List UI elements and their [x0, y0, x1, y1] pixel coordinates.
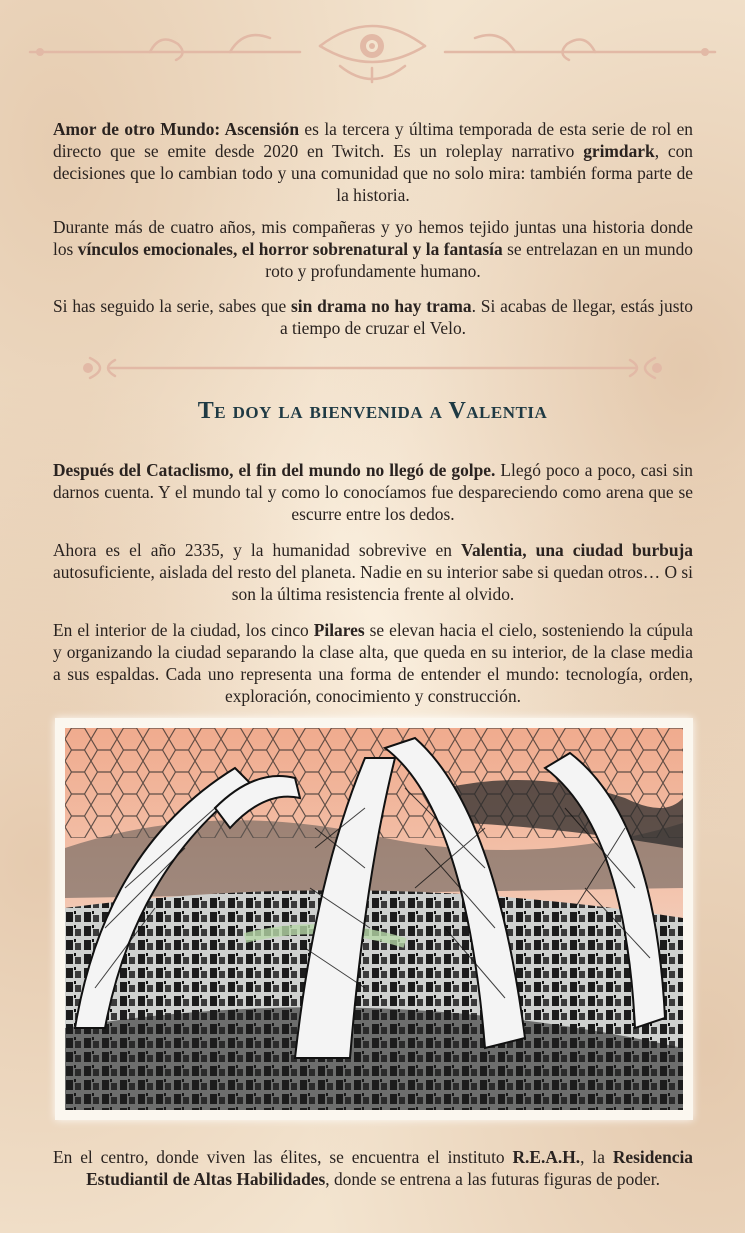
bold-text-run: R.E.A.H.	[512, 1147, 581, 1167]
top-ornament	[0, 6, 745, 86]
text-run: Durante más de cuatro años, mis compañeras y yo hemos tejido juntas una historia donde los	[53, 217, 693, 259]
intro-paragraph-3	[53, 295, 693, 339]
city-illustration	[55, 718, 693, 1120]
bold-text-run: sin drama no hay trama	[291, 296, 472, 316]
bold-text-run: Después del Cataclismo, el fin del mundo no llegó de golpe.	[53, 460, 496, 480]
intro-paragraph-2	[53, 216, 693, 282]
text-run: Llegó poco a poco, casi sin darnos cuenta. Y el mundo tal y como lo conocíamos fue despareciendo como arena que se escurre entre los dedos.	[53, 460, 693, 524]
divider-ornament	[0, 348, 745, 388]
bold-text-run: Valentia, una ciudad burbuja	[461, 540, 693, 560]
intro-paragraph-1	[53, 118, 693, 206]
bold-text-run: grimdark	[583, 141, 655, 161]
section-paragraph-4	[53, 1146, 693, 1190]
text-run: es la tercera y última temporada de esta serie de rol en directo que se emite desde 2020 en Twitch. Es un roleplay narrativo	[53, 119, 693, 161]
text-run: , donde se entrena a las futuras figuras de poder.	[325, 1169, 660, 1189]
text-run: Si has seguido la serie, sabes que	[53, 296, 291, 316]
text-run: autosuficiente, aislada del resto del planeta. Nadie en su interior sabe si quedan otros… O si son la última resistencia frente al olvido.	[53, 562, 693, 604]
text-run: . Si acabas de llegar, estás justo a tiempo de cruzar el Velo.	[279, 296, 693, 338]
section-paragraph-2	[53, 539, 693, 605]
text-run: , la	[580, 1147, 613, 1167]
text-run: se entrelazan en un mundo roto y profundamente humano.	[265, 239, 693, 281]
bold-text-run: Residencia Estudiantil de Altas Habilidades	[86, 1147, 693, 1189]
section-paragraph-1	[53, 459, 693, 525]
text-run: , con decisiones que lo cambian todo y una comunidad que no solo mira: también forma parte de la historia.	[53, 141, 694, 205]
text-run: Ahora es el año 2335, y la humanidad sobrevive en	[53, 540, 462, 560]
section-paragraph-3	[53, 619, 693, 707]
text-run: se elevan hacia el cielo, sosteniendo la cúpula y organizando la ciudad separando la clase alta, que queda en su interior, de la clase media a sus espaldas. Cada uno representa una forma de entender el mundo: tecnología, orden, exploración, conocimiento y construcción.	[53, 620, 693, 706]
bold-text-run: Amor de otro Mundo: Ascensión	[53, 119, 300, 139]
text-run: En el interior de la ciudad, los cinco	[53, 620, 314, 640]
section-title: Te doy la bienvenida a Valentia	[197, 398, 548, 424]
dome-city-image	[65, 728, 683, 1110]
bold-text-run: vínculos emocionales, el horror sobrenatural y la fantasía	[77, 239, 503, 259]
text-run: En el centro, donde viven las élites, se encuentra el instituto	[53, 1147, 513, 1167]
bold-text-run: Pilares	[313, 620, 365, 640]
